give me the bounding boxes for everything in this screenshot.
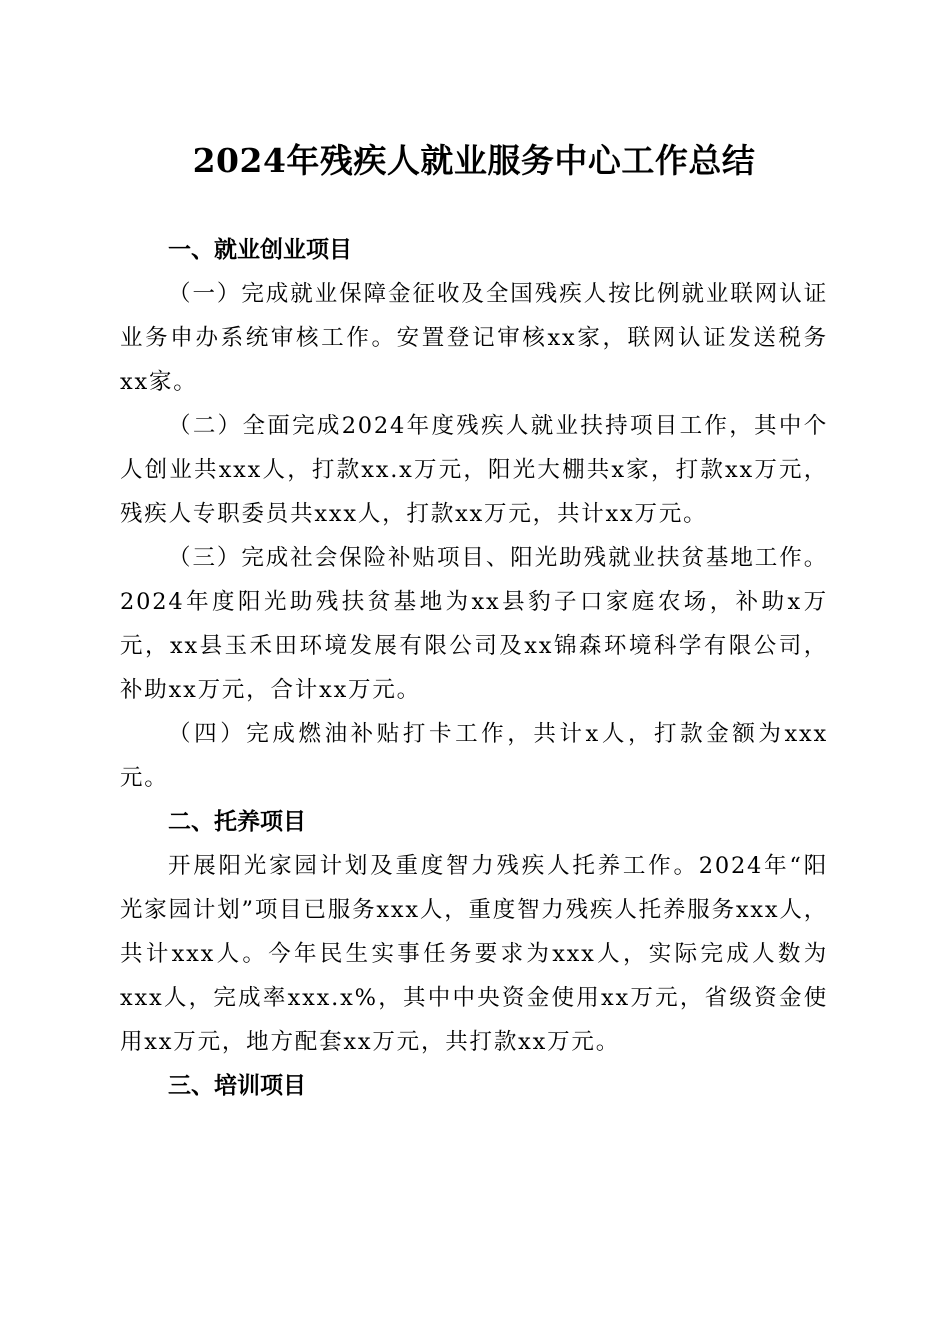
document-page: [120, 0, 828, 1344]
paragraph-employment-2: （二）全面完成2024年度残疾人就业扶持项目工作，其中个人创业共xxx人，打款xx.x万元，阳光大棚共x家，打款xx万元，残疾人专职委员共xxx人，打款xx万元，共计xx万元。: [120, 413, 828, 527]
paragraph-employment-3: （三）完成社会保险补贴项目、阳光助残就业扶贫基地工作。2024年度阳光助残扶贫基地为xx县豹子口家庭农场，补助x万元，xx县玉禾田环境发展有限公司及xx锦森环境科学有限公司，补助xx万元，合计xx万元。: [120, 545, 828, 703]
paragraph-employment-1: （一）完成就业保障金征收及全国残疾人按比例就业联网认证业务申办系统审核工作。安置登记审核xx家，联网认证发送税务xx家。: [120, 281, 828, 395]
paragraph-employment-4: （四）完成燃油补贴打卡工作，共计x人，打款金额为xxx元。: [120, 721, 828, 791]
document-body: [120, 228, 828, 1108]
section-heading-training: 三、培训项目: [168, 1073, 306, 1099]
paragraph-care-1: 开展阳光家园计划及重度智力残疾人托养工作。2024年“阳光家园计划”项目已服务xxx人，重度智力残疾人托养服务xxx人，共计xxx人。今年民生实事任务要求为xxx人，实际完成人数为xxx人，完成率xxx.x%，其中中央资金使用xx万元，省级资金使用xx万元，地方配套xx万元，共打款xx万元。: [120, 853, 828, 1055]
section-heading-care: 二、托养项目: [168, 809, 306, 835]
section-heading-employment: 一、就业创业项目: [168, 237, 352, 263]
document-title: 2024年残疾人就业服务中心工作总结: [192, 141, 756, 180]
